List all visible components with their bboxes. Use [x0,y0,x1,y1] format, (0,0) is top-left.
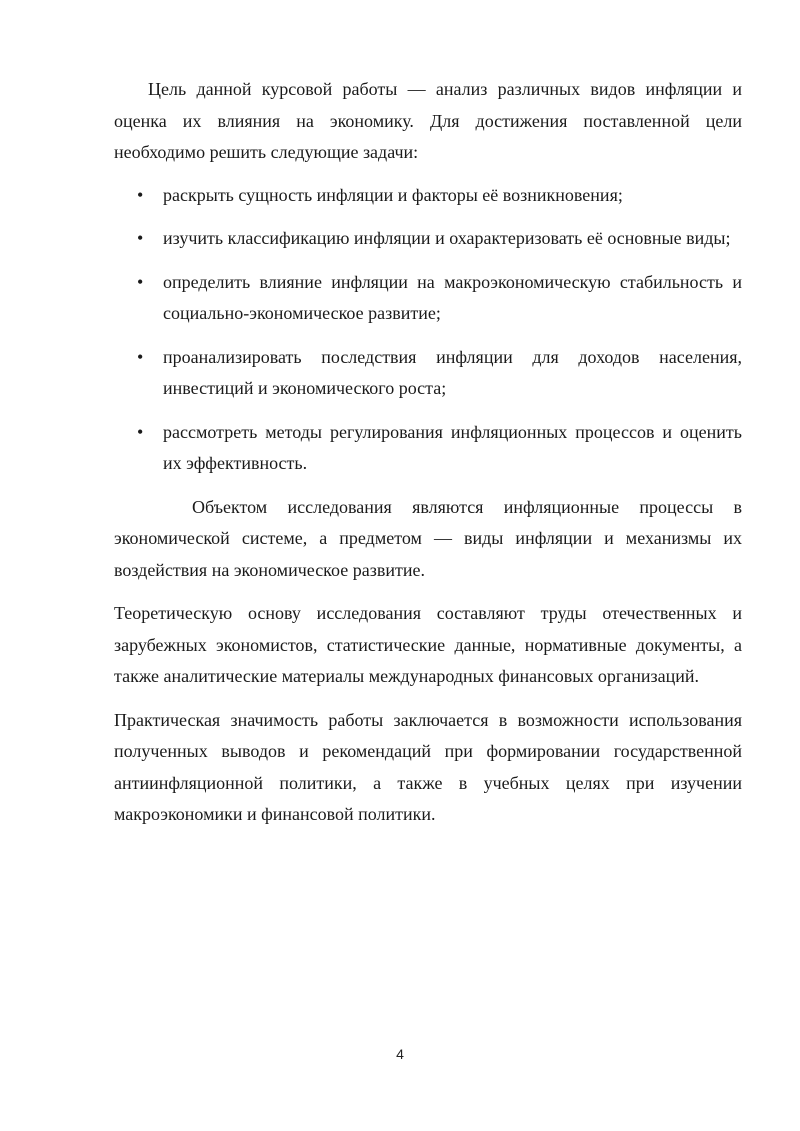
document-page [114,74,742,831]
task-text: проанализировать последствия инфляции для доходов населения, инвестиций и экономического роста; [163,346,742,398]
bullet-icon: • [137,228,144,248]
bullet-icon: • [137,184,144,205]
task-text: раскрыть сущность инфляции и факторы её возникновения; [163,184,623,205]
task-text: изучить классификацию инфляции и охарактеризовать её основные виды; [163,228,731,248]
task-text: определить влияние инфляции на макроэкономическую стабильность и социально-экономическое развитие; [163,271,742,323]
tasks-list [114,180,742,480]
bullet-icon: • [137,421,144,442]
intro-paragraph: Цель данной курсовой работы — анализ различных видов инфляции и оценка их влияния на экономику. Для достижения поставленной цели необходимо решить следующие задачи: [114,79,742,162]
page-number: 4 [396,1046,404,1062]
practical-paragraph: Практическая значимость работы заключается в возможности использования полученных выводов и рекомендаций при формировании государственной антиинфляционной политики, а также в учебных целях при изучении макроэкономики и финансовой политики. [114,709,742,824]
bullet-icon: • [137,271,144,292]
bullet-icon: • [137,346,144,367]
list-item [114,342,742,405]
theory-paragraph: Теоретическую основу исследования составляют труды отечественных и зарубежных экономистов, статистические данные, нормативные документы, а также аналитические материалы международных финансовых организаций. [114,603,742,686]
list-item [114,417,742,480]
list-item [114,180,742,212]
object-paragraph: Объектом исследования являются инфляционные процессы в экономической системе, а предметом — виды инфляции и механизмы их воздействия на экономическое развитие. [114,496,742,580]
list-item [114,223,742,255]
task-text: рассмотреть методы регулирования инфляционных процессов и оценить их эффективность. [163,421,742,473]
list-item [114,267,742,330]
